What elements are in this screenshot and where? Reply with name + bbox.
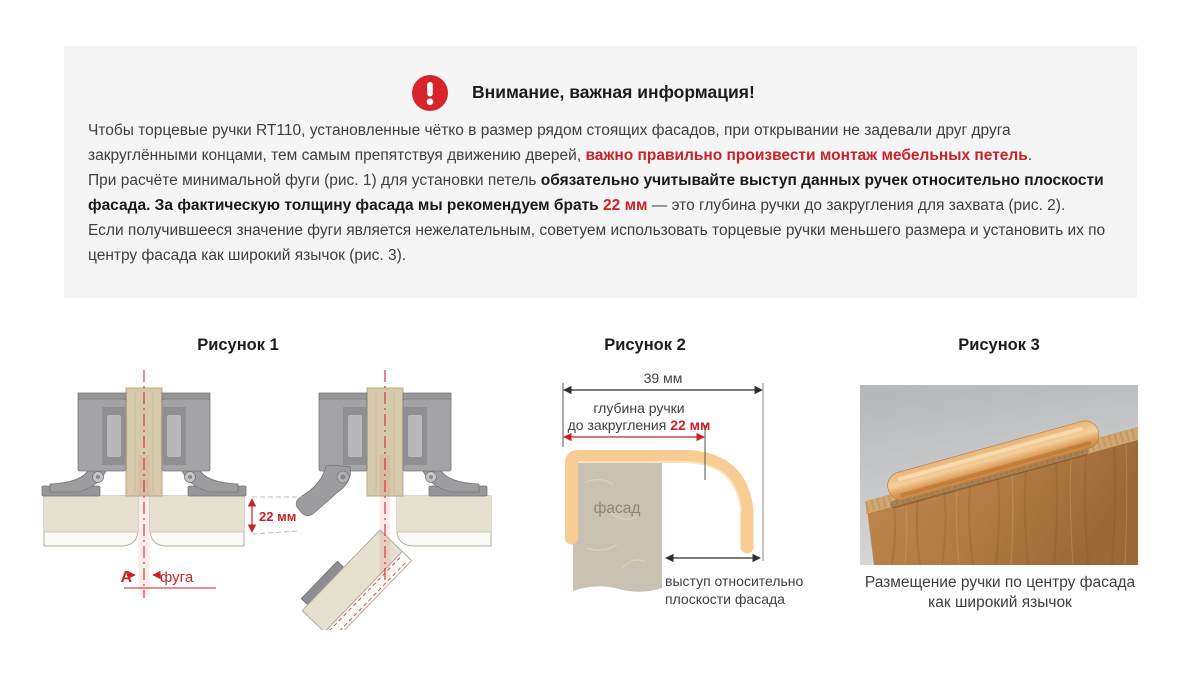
figure2-caption: Рисунок 2 (604, 336, 686, 354)
figure1-caption: Рисунок 1 (197, 336, 279, 354)
fig2-facade-panel (573, 459, 662, 592)
fig1-open-door (296, 524, 412, 630)
figure3-description-line2: как широкий язычок (928, 593, 1072, 611)
fig1-fuga-dimension (120, 569, 216, 588)
fig1-closed-assembly (42, 370, 246, 598)
fig2-protrusion-dimension (665, 558, 804, 607)
figure2-handle-section (553, 363, 825, 615)
fig2-protrusion-line1: выступ относительно (665, 573, 804, 589)
figure3-photo (860, 385, 1138, 565)
fig2-depth-line1: глубина ручки (593, 400, 685, 416)
fig2-protrusion-line2: плоскости фасада (665, 591, 785, 607)
fig1-22mm-dimension (252, 497, 302, 534)
warning-icon (412, 75, 448, 111)
fig2-depth-line2: до закругления 22 мм (567, 417, 711, 433)
fig2-facade-label: фасад (593, 500, 641, 517)
fig1-label-a: А (120, 569, 132, 586)
notice-paragraph-3: Если получившееся значение фуги является нежелательным, советуем использовать торцевые ручки меньшего размера и установить их по центру фасада как широкий язычок (рис. 3). (88, 222, 1106, 264)
notice-header (64, 73, 1137, 113)
figure3-description-line1: Размещение ручки по центру фасада (864, 574, 1136, 591)
figure3-caption: Рисунок 3 (958, 336, 1040, 354)
notice-body (88, 118, 1115, 268)
fig1-dim-22mm: 22 мм (259, 509, 297, 524)
notice-paragraph-2: При расчёте минимальной фуги (рис. 1) для установки петель обязательно учитывайте выступ данных ручек относительно плоскости фасада. За фактическую толщину фасада мы рекомендуем брать 22 мм — это глубина ручки до закругления для захвата (рис. 2). (88, 172, 1104, 214)
figure3-description (845, 573, 1155, 612)
fig2-dim-39mm: 39 мм (643, 370, 683, 386)
notice-title: Внимание, важная информация! (472, 82, 755, 102)
notice-paragraph-1: Чтобы торцевые ручки RT110, установленные чётко в размер рядом стоящих фасадов, при открывании не задевали друг друга закруглёнными концами, тем самым препятствуя движению дверей, важно правильно произвести монтаж мебельных петель. (88, 122, 1033, 164)
fig1-open-assembly (252, 370, 491, 630)
notice-box (64, 46, 1137, 298)
fig1-label-fuga: фуга (160, 569, 194, 586)
figure1-hinge-diagram (38, 365, 498, 630)
